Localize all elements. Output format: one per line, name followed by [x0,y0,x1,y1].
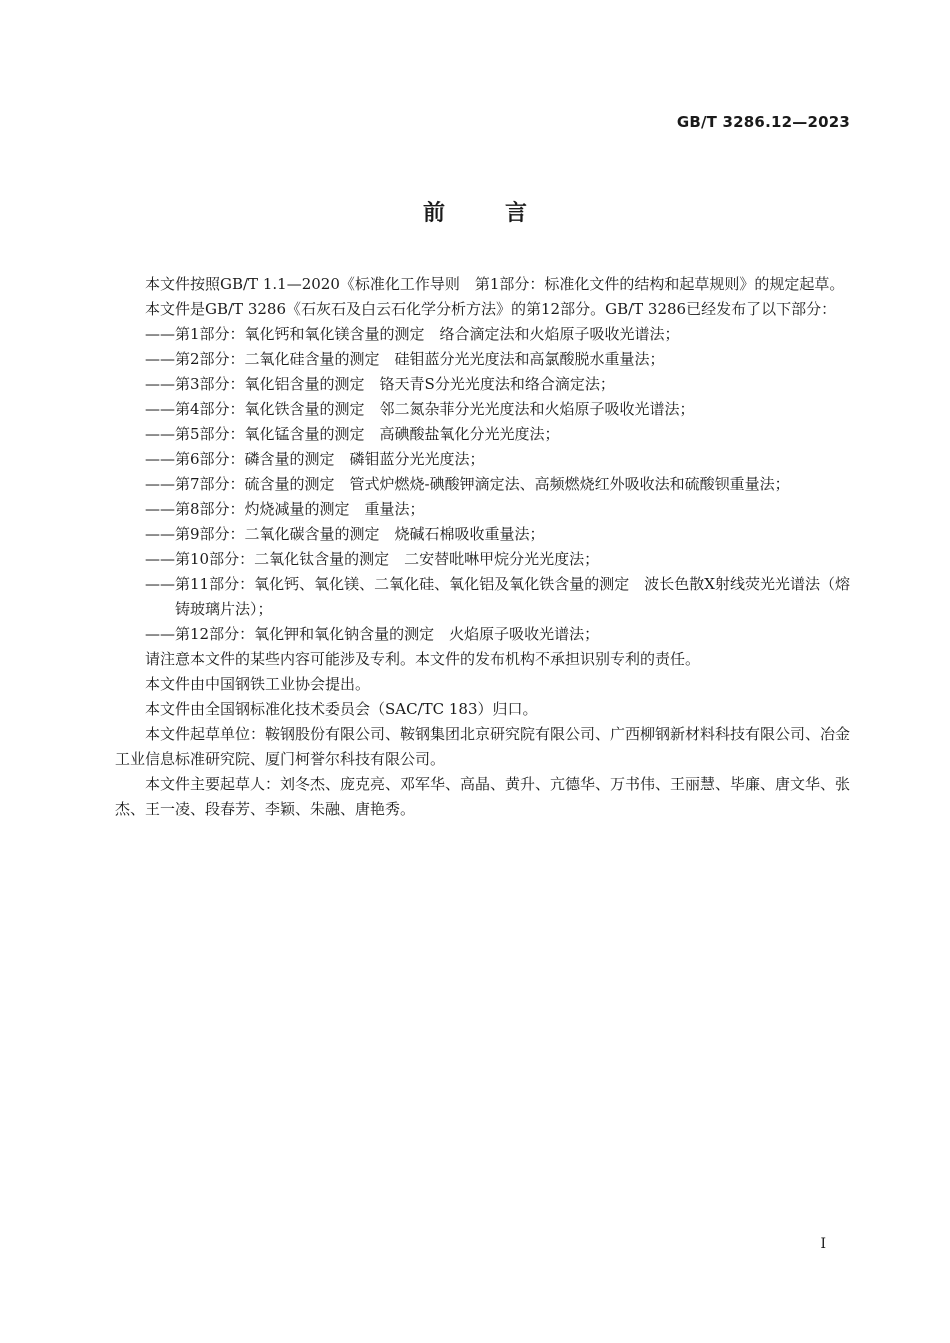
part-text: 第9部分：二氧化碳含量的测定 烧碱石棉吸收重量法； [175,525,545,543]
proposer-statement: 本文件由中国钢铁工业协会提出。 [145,675,371,693]
list-item [115,347,850,372]
part-text: 第3部分：氧化铝含量的测定 铬天青S分光光度法和络合滴定法； [175,375,615,393]
list-dash: —— [145,475,175,493]
standard-number: GB/T 3286.12—2023 [676,113,850,131]
patent-notice: 请注意本文件的某些内容可能涉及专利。本文件的发布机构不承担识别专利的责任。 [145,650,701,668]
list-item [115,522,850,547]
part-text: 第8部分：灼烧减量的测定 重量法； [175,500,425,518]
list-item [115,447,850,472]
list-dash: —— [145,450,175,468]
part-text: 第4部分：氧化铁含量的测定 邻二氮杂菲分光光度法和火焰原子吸收光谱法； [175,400,695,418]
part-text: 第6部分：磷含量的测定 磷钼蓝分光光度法； [175,450,485,468]
list-dash: —— [145,375,175,393]
part-text: 第12部分：氧化钾和氧化钠含量的测定 火焰原子吸收光谱法； [175,625,600,643]
list-item [115,397,850,422]
part-text: 第11部分：氧化钙、氧化镁、二氧化硅、氧化铝及氧化铁含量的测定 波长色散X射线荧光光谱法（熔铸玻璃片法）； [175,575,850,618]
list-item [115,322,850,347]
intro-paragraph: 本文件是GB/T 3286《石灰石及白云石化学分析方法》的第12部分。GB/T 3286已经发布了以下部分： [145,300,837,318]
committee-statement: 本文件由全国钢标准化技术委员会（SAC/TC 183）归口。 [145,700,538,718]
list-dash: —— [145,625,175,643]
list-dash: —— [145,350,175,368]
list-item [115,622,850,647]
list-dash: —— [145,525,175,543]
part-text: 第1部分：氧化钙和氧化镁含量的测定 络合滴定法和火焰原子吸收光谱法； [175,325,680,343]
list-item [115,497,850,522]
list-dash: —— [145,575,175,593]
part-text: 第5部分：氧化锰含量的测定 高碘酸盐氧化分光光度法； [175,425,560,443]
part-text: 第2部分：二氧化硅含量的测定 硅钼蓝分光光度法和高氯酸脱水重量法； [175,350,665,368]
list-dash: —— [145,550,175,568]
list-item [115,472,850,497]
list-dash: —— [145,500,175,518]
list-dash: —— [145,425,175,443]
list-item [115,422,850,447]
parts-list [115,322,850,647]
drafters: 本文件主要起草人：刘冬杰、庞克亮、邓军华、高晶、黄升、亢德华、万书伟、王丽慧、毕廉、唐文华、张杰、王一凌、段春芳、李颖、朱融、唐艳秀。 [115,775,851,818]
list-dash: —— [145,325,175,343]
list-item [115,372,850,397]
list-dash: —— [145,400,175,418]
drafting-units: 本文件起草单位：鞍钢股份有限公司、鞍钢集团北京研究院有限公司、广西柳钢新材料科技有限公司、冶金工业信息标准研究院、厦门柯誉尔科技有限公司。 [115,725,851,768]
intro-paragraph: 本文件按照GB/T 1.1—2020《标准化工作导则 第1部分：标准化文件的结构和起草规则》的规定起草。 [145,275,845,293]
page-number: I [820,1236,826,1252]
page-title: 前言 [422,201,587,226]
list-item [115,547,850,572]
part-text: 第10部分：二氧化钛含量的测定 二安替吡啉甲烷分光光度法； [175,550,600,568]
list-item [115,572,850,622]
part-text: 第7部分：硫含量的测定 管式炉燃烧-碘酸钾滴定法、高频燃烧红外吸收法和硫酸钡重量法； [175,475,790,493]
document-body [115,272,850,822]
